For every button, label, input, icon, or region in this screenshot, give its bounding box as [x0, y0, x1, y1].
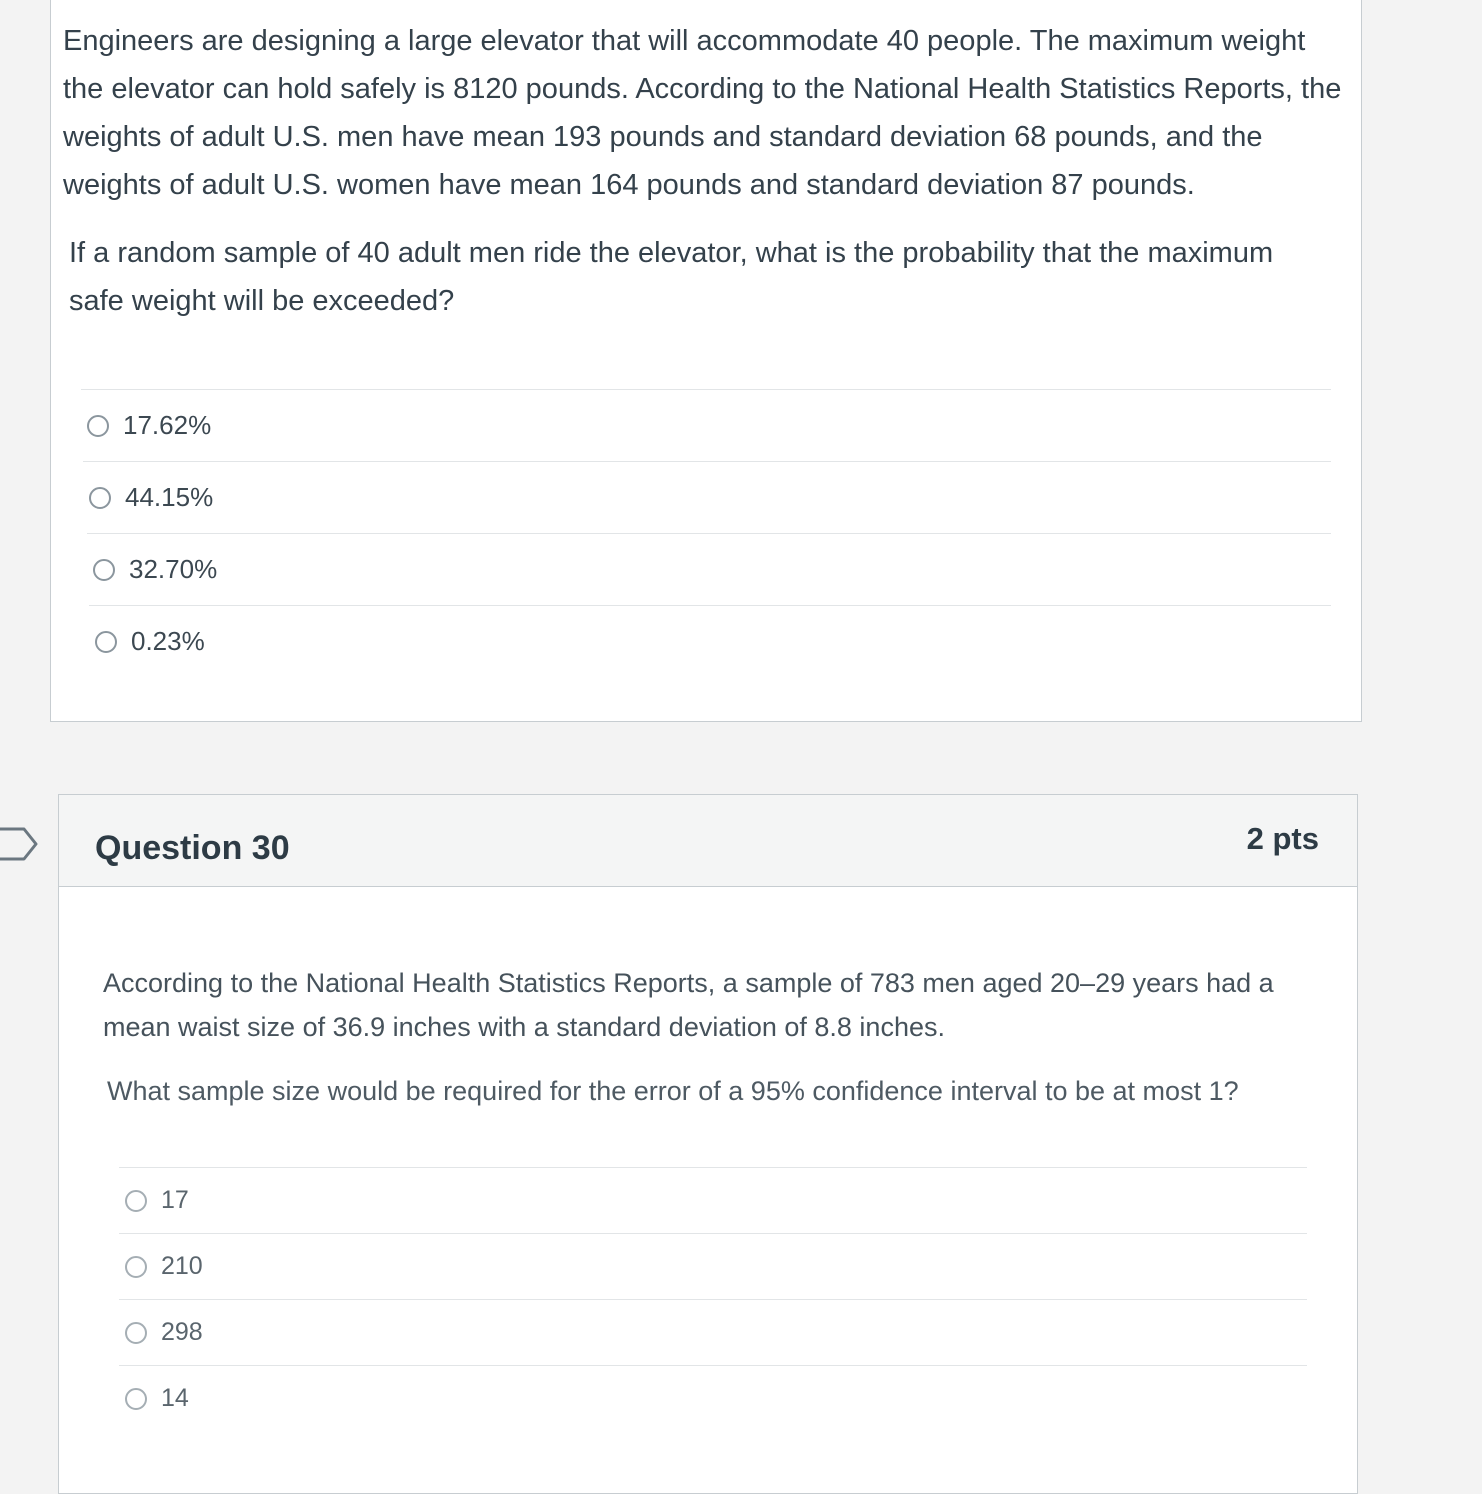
question-30-card: [58, 794, 1358, 1494]
radio-button-icon[interactable]: [125, 1256, 147, 1278]
radio-button-icon[interactable]: [95, 631, 117, 653]
question-30-answer-2[interactable]: [119, 1233, 1307, 1299]
question-29-answer-1[interactable]: [81, 389, 1331, 461]
radio-button-icon[interactable]: [87, 415, 109, 437]
question-29-answer-2[interactable]: [83, 461, 1331, 533]
question-30-answer-list: [119, 1167, 1307, 1431]
answer-label: 17.62%: [123, 410, 212, 440]
answer-label: 298: [161, 1318, 203, 1346]
question-29-card: [50, 0, 1362, 722]
question-29-stem: Engineers are designing a large elevator that will accommodate 40 people. The maximum weight the elevator can hold safely is 8120 pounds. According to the National Health Statistics Reports, the weights of adult U.S. men have mean 193 pounds and standard deviation 68 pounds, and the weights of adult U.S. women have mean 164 pounds and standard deviation 87 pounds.: [63, 25, 1342, 201]
answer-label: 210: [161, 1252, 203, 1280]
question-30-prompt: What sample size would be required for the error of a 95% confidence interval to be at most 1?: [107, 1076, 1239, 1106]
question-30-stem: According to the National Health Statistics Reports, a sample of 783 men aged 20–29 years had a mean waist size of 36.9 inches with a standard deviation of 8.8 inches.: [103, 968, 1274, 1042]
flag-marker-icon[interactable]: [0, 826, 40, 862]
question-points: 2 pts: [1246, 821, 1319, 856]
question-29-answer-4[interactable]: [89, 605, 1331, 677]
answer-label: 14: [161, 1384, 189, 1412]
question-29-answer-list: [81, 389, 1331, 677]
question-30-answer-4[interactable]: [119, 1365, 1307, 1431]
answer-label: 44.15%: [125, 482, 214, 512]
radio-button-icon[interactable]: [93, 559, 115, 581]
question-30-answer-3[interactable]: [119, 1299, 1307, 1365]
question-30-answer-1[interactable]: [119, 1167, 1307, 1233]
question-29-prompt: If a random sample of 40 adult men ride the elevator, what is the probability that the maximum safe weight will be exceeded?: [69, 237, 1274, 317]
question-29-answer-3[interactable]: [87, 533, 1331, 605]
answer-label: 32.70%: [129, 554, 218, 584]
radio-button-icon[interactable]: [125, 1190, 147, 1212]
radio-button-icon[interactable]: [125, 1322, 147, 1344]
radio-button-icon[interactable]: [89, 487, 111, 509]
answer-label: 17: [161, 1186, 189, 1214]
question-title: Question 30: [95, 829, 290, 867]
answer-label: 0.23%: [131, 626, 205, 656]
radio-button-icon[interactable]: [125, 1388, 147, 1410]
question-30-header: [59, 795, 1357, 887]
